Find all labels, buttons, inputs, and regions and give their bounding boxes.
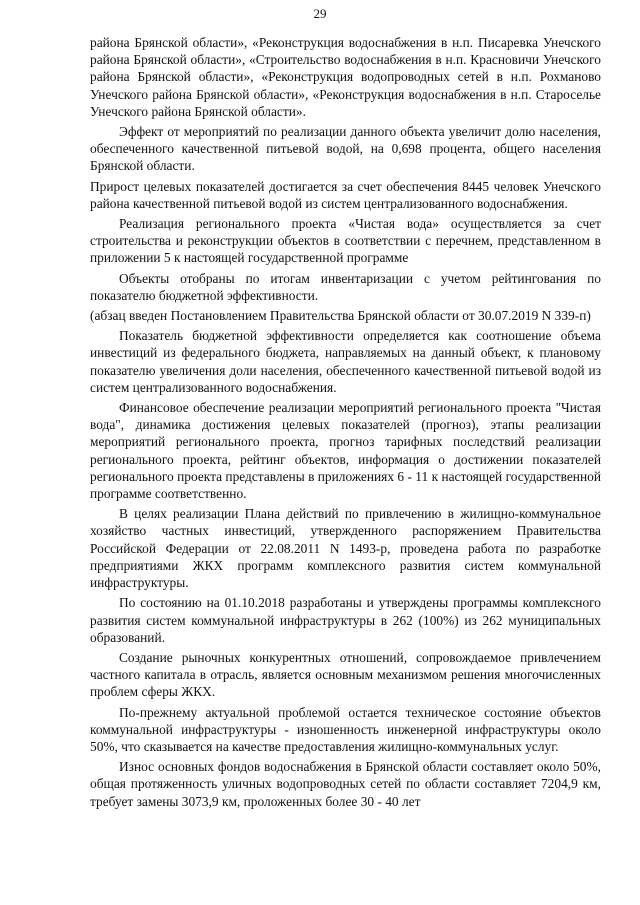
paragraph: По-прежнему актуальной проблемой остается техническое состояние объектов коммунальной инфраструктуры - изношенность инженерной инфраструктуры около 50%, что сказывается на качестве предоставления жилищно-коммунальных услуг. <box>90 704 601 754</box>
paragraph: Объекты отобраны по итогам инвентаризации с учетом рейтингования по показателю бюджетной эффективности. <box>90 270 601 303</box>
paragraph: Реализация регионального проекта «Чистая вода» осуществляется за счет строительства и реконструкции объектов в соответствии с перечнем, представленном в приложении 5 к настоящей государственной программе <box>90 216 601 266</box>
paragraph: По состоянию на 01.10.2018 разработаны и утверждены программы комплексного развития систем коммунальной инфраструктуры в 262 (100%) из 262 муниципальных образований. <box>90 595 601 645</box>
paragraph: Эффект от мероприятий по реализации данного объекта увеличит долю населения, обеспеченного качественной питьевой водой, на 0,698 процента, общего населения Брянской области. <box>90 124 601 174</box>
paragraph: Износ основных фондов водоснабжения в Брянской области составляет около 50%, общая протяженность уличных водопроводных сетей по области составляет 7204,9 км, требует замены 3073,9 км, проложенных более 30 - 40 лет <box>90 759 601 809</box>
paragraph: Финансовое обеспечение реализации мероприятий регионального проекта "Чистая вода", динамика достижения целевых показателей (прогноз), этапы реализации мероприятий регионального проекта, прогноз тарифных последствий реализации регионального проекта, рейтинг объектов, информация о достижении показателей регионального проекта представлены в приложениях 6 - 11 к настоящей государственной программе соответственно. <box>90 400 601 502</box>
paragraph: Прирост целевых показателей достигается за счет обеспечения 8445 человек Унечского района качественной питьевой водой из систем централизованного водоснабжения. <box>90 178 601 211</box>
paragraph: В целях реализации Плана действий по привлечению в жилищно-коммунальное хозяйство частных инвестиций, утвержденного распоряжением Правительства Российской Федерации от 22.08.2011 N 1493-р, проведена работа по разработке предприятиями ЖКХ программ комплексного развития систем коммунальной инфраструктуры. <box>90 506 601 591</box>
page-number: 29 <box>313 6 327 21</box>
paragraph: Создание рыночных конкурентных отношений, сопровождаемое привлечением частного капитала в отрасль, является основным механизмом решения многочисленных проблем сферы ЖКХ. <box>90 649 601 700</box>
paragraph: (абзац введен Постановлением Правительства Брянской области от 30.07.2019 N 339-п) <box>90 308 591 324</box>
paragraph: района Брянской области», «Реконструкция водоснабжения в н.п. Писаревка Унечского района Брянской области», «Строительство водоснабжения в н.п. Красновичи Унечского района Брянской области», «Реконструкция водопроводных сетей в н.п. Рохманово Унечского района Брянской области», «Реконструкция водоснабжения в н.п. Староселье Унечского района Брянской области». <box>90 35 601 119</box>
document-body <box>90 34 601 813</box>
paragraph: Показатель бюджетной эффективности определяется как соотношение объема инвестиций из федерального бюджета, направляемых на данный объект, к плановому показателю увеличения доли населения, обеспеченного качественной питьевой водой из систем централизованного водоснабжения. <box>90 328 601 395</box>
